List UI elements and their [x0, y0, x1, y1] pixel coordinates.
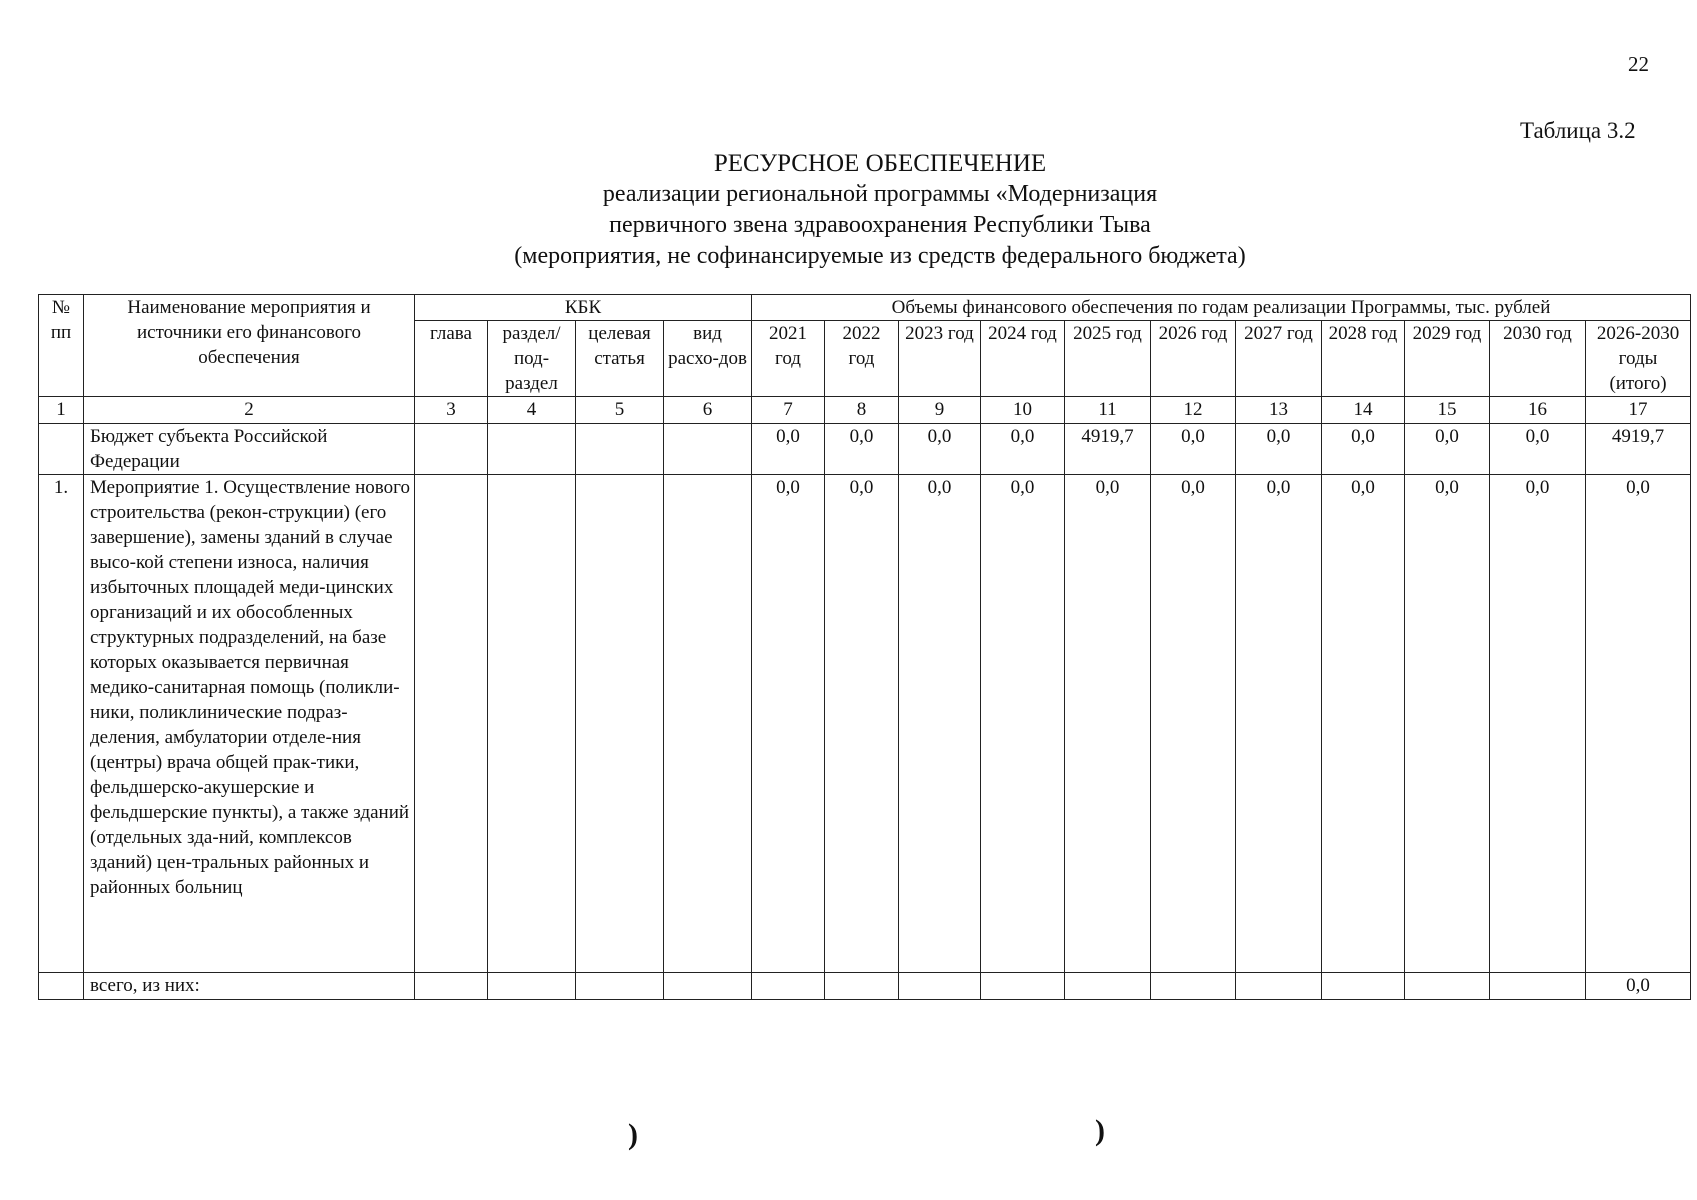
- value-cell: 0,0: [981, 424, 1065, 475]
- column-number: 14: [1322, 397, 1405, 424]
- row-name: всего, из них:: [84, 973, 415, 1000]
- value-cell: [981, 973, 1065, 1000]
- value-cell: 0,0: [1151, 424, 1236, 475]
- kbk-cell: [664, 973, 752, 1000]
- column-number: 10: [981, 397, 1065, 424]
- header-year: 2023 год: [899, 321, 981, 397]
- header-kbk-col: вид расхо-дов: [664, 321, 752, 397]
- value-cell: 0,0: [752, 475, 825, 973]
- value-cell: 0,0: [1236, 475, 1322, 973]
- value-cell: [1151, 973, 1236, 1000]
- row-name: Мероприятие 1. Осуществление нового строительства (рекон-струкции) (его завершение), замены зданий в случае высо-кой степени износа, наличия избыточных площадей меди-цинских организаций и их обособленных структурных подразделений, на базе которых оказывается первичная медико-санитарная помощь (поликли-ники, поликлинические подраз-деления, амбулатории отделе-ния (центры) врача общей прак-тики, фельдшерско-акушерские и фельдшерские пункты), а также зданий (отдельных зда-ний, комплексов зданий) цен-тральных районных и районных больниц: [84, 475, 415, 973]
- column-number: 15: [1405, 397, 1490, 424]
- column-number: 3: [415, 397, 488, 424]
- column-number-row: [39, 397, 1691, 424]
- value-cell: [1405, 973, 1490, 1000]
- value-cell: 0,0: [825, 424, 899, 475]
- value-cell: [1490, 973, 1586, 1000]
- header-year: 2030 год: [1490, 321, 1586, 397]
- resource-table: [38, 294, 1691, 1000]
- value-cell: [1236, 973, 1322, 1000]
- header-year: 2024 год: [981, 321, 1065, 397]
- value-cell: 0,0: [1490, 475, 1586, 973]
- value-cell: 0,0: [1586, 973, 1691, 1000]
- value-cell: 0,0: [1322, 424, 1405, 475]
- column-number: 13: [1236, 397, 1322, 424]
- header-row-top: [39, 295, 1691, 321]
- header-name: Наименование мероприятия и источники его финансового обеспечения: [84, 295, 415, 397]
- value-cell: [825, 973, 899, 1000]
- table-label: Таблица 3.2: [1520, 118, 1636, 143]
- title-line-1: реализации региональной программы «Модернизация: [602, 181, 1158, 207]
- header-year: 2026 год: [1151, 321, 1236, 397]
- title-line-2: первичного звена здравоохранения Республики Тыва: [609, 212, 1151, 238]
- title-main: РЕСУРСНОЕ ОБЕСПЕЧЕНИЕ: [713, 150, 1047, 177]
- value-cell: 0,0: [1490, 424, 1586, 475]
- value-cell: 0,0: [1405, 475, 1490, 973]
- header-funding: Объемы финансового обеспечения по годам реализации Программы, тыс. рублей: [752, 295, 1691, 321]
- header-year: 2029 год: [1405, 321, 1490, 397]
- value-cell: 0,0: [1065, 475, 1151, 973]
- column-number: 1: [39, 397, 84, 424]
- kbk-cell: [488, 973, 576, 1000]
- column-number: 8: [825, 397, 899, 424]
- column-number: 11: [1065, 397, 1151, 424]
- column-number: 9: [899, 397, 981, 424]
- kbk-cell: [576, 973, 664, 1000]
- kbk-cell: [664, 424, 752, 475]
- value-cell: 0,0: [1236, 424, 1322, 475]
- kbk-cell: [415, 973, 488, 1000]
- header-year: 2021 год: [752, 321, 825, 397]
- header-year: 2022 год: [825, 321, 899, 397]
- value-cell: 0,0: [1586, 475, 1691, 973]
- header-num: № пп: [39, 295, 84, 397]
- table-row: [39, 973, 1691, 1000]
- scan-mark: ): [628, 1118, 638, 1151]
- title-line-3: (мероприятия, не софинансируемые из средств федерального бюджета): [514, 243, 1246, 269]
- table-row: [39, 424, 1691, 475]
- value-cell: [899, 973, 981, 1000]
- header-year: 2027 год: [1236, 321, 1322, 397]
- value-cell: 4919,7: [1065, 424, 1151, 475]
- value-cell: 0,0: [1151, 475, 1236, 973]
- value-cell: [1065, 973, 1151, 1000]
- column-number: 5: [576, 397, 664, 424]
- row-name: Бюджет субъекта Российской Федерации: [84, 424, 415, 475]
- kbk-cell: [415, 424, 488, 475]
- value-cell: [1322, 973, 1405, 1000]
- row-num: [39, 973, 84, 1000]
- value-cell: 0,0: [899, 475, 981, 973]
- column-number: 17: [1586, 397, 1691, 424]
- kbk-cell: [576, 475, 664, 973]
- value-cell: 0,0: [1322, 475, 1405, 973]
- value-cell: 0,0: [981, 475, 1065, 973]
- column-number: 12: [1151, 397, 1236, 424]
- value-cell: 0,0: [1405, 424, 1490, 475]
- value-cell: 0,0: [899, 424, 981, 475]
- column-number: 16: [1490, 397, 1586, 424]
- kbk-cell: [488, 475, 576, 973]
- kbk-cell: [576, 424, 664, 475]
- value-cell: 0,0: [752, 424, 825, 475]
- value-cell: [752, 973, 825, 1000]
- row-num: 1.: [39, 475, 84, 973]
- column-number: 2: [84, 397, 415, 424]
- column-number: 4: [488, 397, 576, 424]
- row-num: [39, 424, 84, 475]
- header-kbk-col: глава: [415, 321, 488, 397]
- header-year: 2025 год: [1065, 321, 1151, 397]
- document-title: [380, 148, 1380, 272]
- kbk-cell: [664, 475, 752, 973]
- column-number: 6: [664, 397, 752, 424]
- header-kbk-col: целевая статья: [576, 321, 664, 397]
- header-year: 2028 год: [1322, 321, 1405, 397]
- value-cell: 4919,7: [1586, 424, 1691, 475]
- header-year: 2026-2030 годы (итого): [1586, 321, 1691, 397]
- header-kbk-col: раздел/ под-раздел: [488, 321, 576, 397]
- kbk-cell: [415, 475, 488, 973]
- column-number: 7: [752, 397, 825, 424]
- value-cell: 0,0: [825, 475, 899, 973]
- table-row: [39, 475, 1691, 973]
- scan-mark: ): [1095, 1114, 1105, 1147]
- header-kbk: КБК: [415, 295, 752, 321]
- page-number: 22: [1628, 52, 1649, 76]
- kbk-cell: [488, 424, 576, 475]
